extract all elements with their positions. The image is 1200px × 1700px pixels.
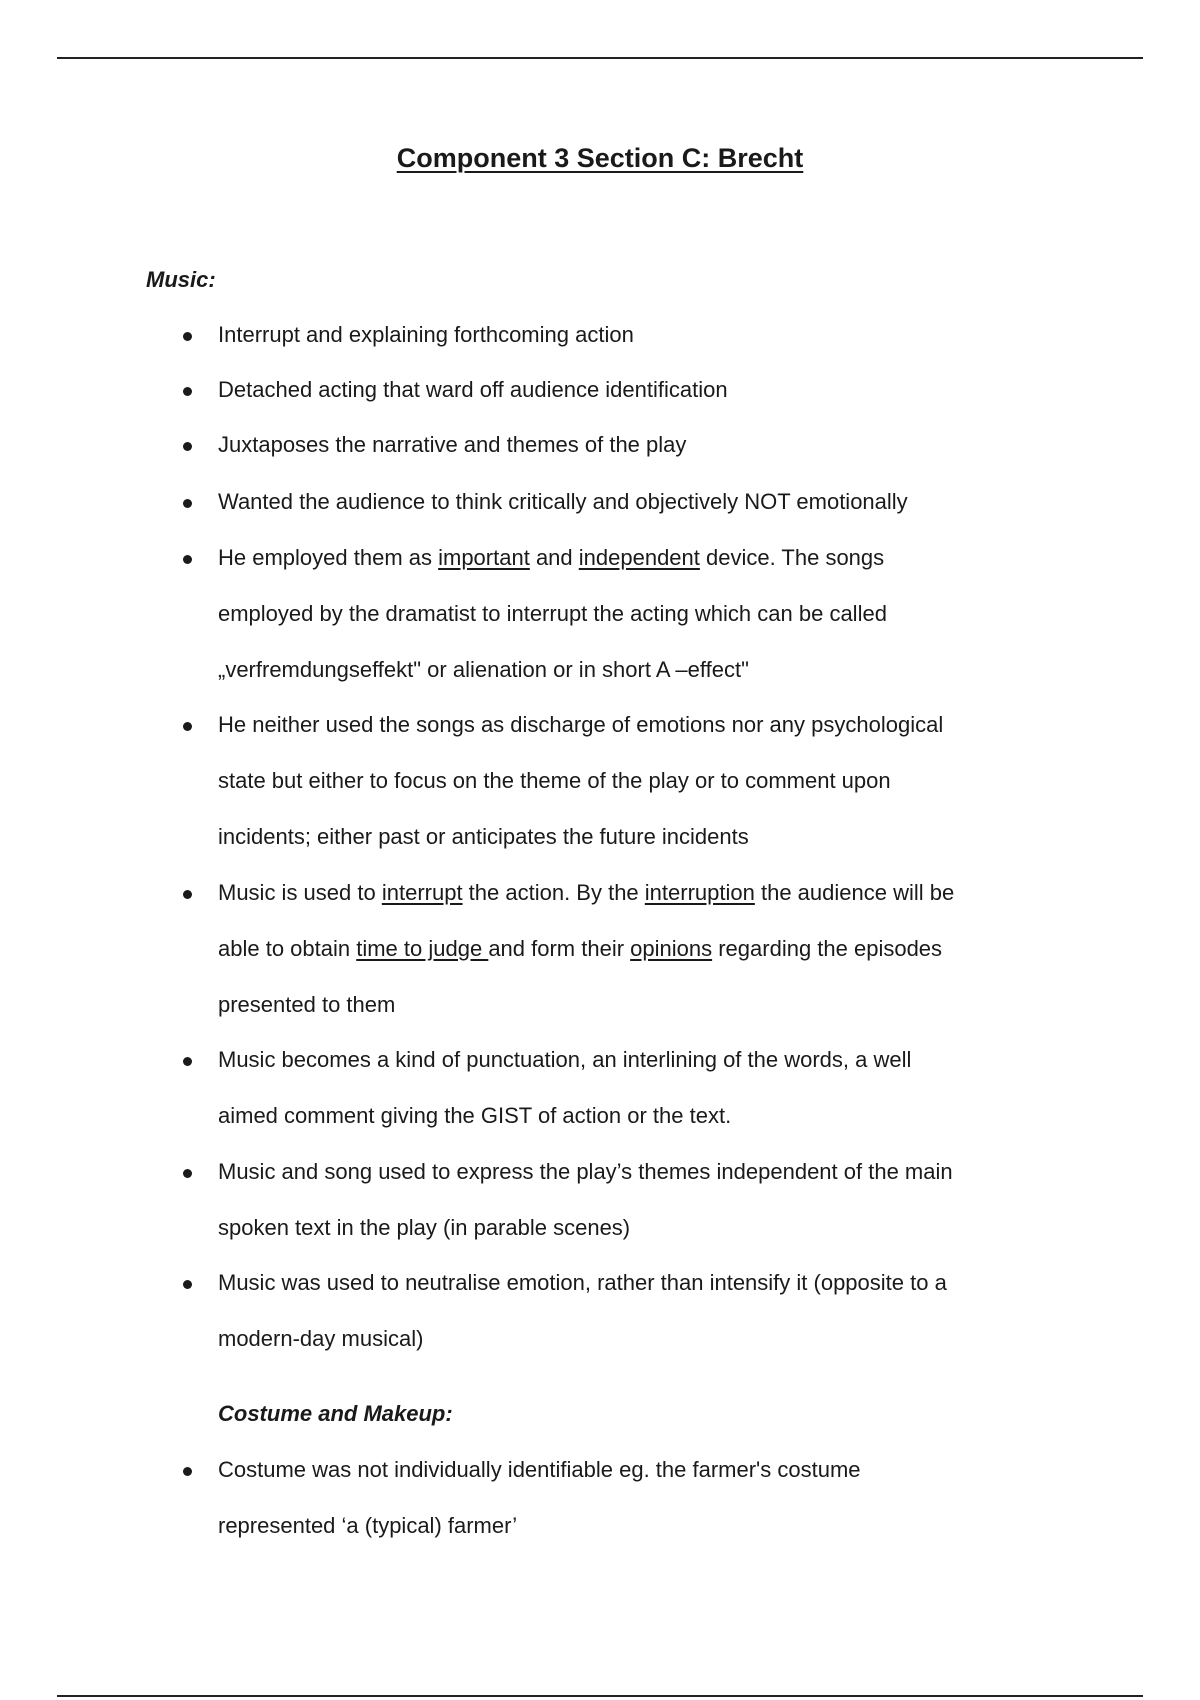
list-item [180,865,960,1033]
bullet-icon [183,442,192,451]
section-heading-music: Music: [146,267,216,292]
list-item [180,1144,960,1256]
bullet-icon [183,1057,192,1066]
header-rule [57,57,1143,59]
underlined-term: interrupt [381,880,463,905]
bullet-icon [183,555,192,564]
bullet-icon [183,499,192,508]
bullet-icon [183,1169,192,1178]
list-item [180,474,960,530]
underlined-term: time to judge [356,936,489,961]
list-item-text: Music becomes a kind of punctuation, an interlining of the words, a well aimed comment giving the GIST of action or the text. [218,1047,912,1128]
list-item-text: Music is used to interrupt the action. By the interruption the audience will be able to obtain time to judge and form their opinions regarding the episodes presented to them [218,880,955,1017]
list-item [180,362,960,418]
list-item [180,530,960,698]
list-item-text: Costume was not individually identifiable eg. the farmer's costume represented ‘a (typical) farmer’ [218,1457,861,1538]
list-item [180,1255,960,1367]
list-item-text: Interrupt and explaining forthcoming action [218,322,634,347]
list-item-text: Detached acting that ward off audience identification [218,377,728,402]
list-item-text: He employed them as important and independent device. The songs employed by the dramatist to interrupt the acting which can be called „verfremdungseffekt" or alienation or in short A –effect" [218,545,887,682]
list-item [180,417,960,473]
list-item [180,1442,960,1554]
list-item-text: Music was used to neutralise emotion, rather than intensify it (opposite to a modern-day musical) [218,1270,947,1351]
bullet-icon [183,1280,192,1289]
bullet-icon [183,332,192,341]
list-item-text: Music and song used to express the play’s themes independent of the main spoken text in the play (in parable scenes) [218,1159,953,1240]
underlined-term: interruption [644,880,755,905]
underlined-term: important [438,545,530,570]
bullet-icon [183,1467,192,1476]
list-item-text: Juxtaposes the narrative and themes of the play [218,432,687,457]
page-title: Component 3 Section C: Brecht [396,143,804,173]
underlined-term: independent [578,545,700,570]
bullet-icon [183,722,192,731]
list-item-text: Wanted the audience to think critically and objectively NOT emotionally [218,489,908,514]
underlined-term: opinions [630,936,713,961]
list-item-text: He neither used the songs as discharge of emotions nor any psychological state but either to focus on the theme of the play or to comment upon incidents; either past or anticipates the future incidents [218,712,944,849]
list-item [180,697,960,865]
bullet-icon [183,387,192,396]
footer-rule [57,1695,1143,1697]
list-item [180,1032,960,1144]
list-item [180,307,960,363]
bullet-icon [183,890,192,899]
section-heading-costume: Costume and Makeup: [218,1401,453,1426]
